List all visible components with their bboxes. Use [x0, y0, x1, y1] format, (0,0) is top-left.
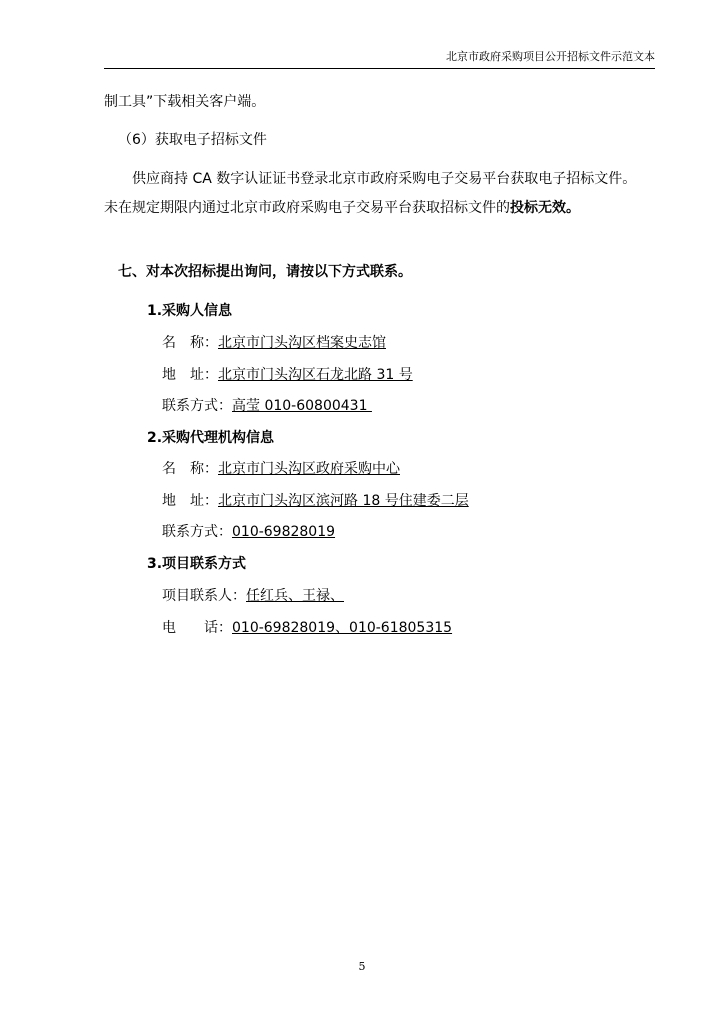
- project-person-row: [162, 586, 344, 606]
- purchaser-name-label: 名 称：: [162, 335, 218, 351]
- agency-name-label: 名 称：: [162, 461, 218, 477]
- agency-name-row: [162, 459, 400, 479]
- paragraph-line-2: [104, 198, 580, 218]
- purchaser-address-value: 北京市门头沟区石龙北路 31 号: [218, 367, 413, 383]
- agency-name-value: 北京市门头沟区政府采购中心: [218, 461, 400, 477]
- project-contact-heading: 3.项目联系方式: [147, 556, 247, 572]
- agency-contact-row: [162, 522, 335, 542]
- purchaser-name-value: 北京市门头沟区档案史志馆: [218, 335, 386, 351]
- bid-invalid-text: 投标无效。: [510, 200, 580, 216]
- agency-contact-value: 010-69828019: [232, 524, 336, 540]
- paragraph-line-1: 供应商持 CA 数字认证证书登录北京市政府采购电子交易平台获取电子招标文件。: [132, 171, 637, 187]
- paragraph-line-2-text: 未在规定期限内通过北京市政府采购电子交易平台获取招标文件的: [104, 200, 510, 216]
- item6-heading: （6）获取电子招标文件: [118, 132, 267, 148]
- purchaser-address-row: [162, 365, 413, 385]
- project-phone-row: [162, 618, 452, 638]
- purchaser-contact-label: 联系方式：: [162, 398, 232, 414]
- agency-heading: 2.采购代理机构信息: [147, 430, 275, 446]
- purchaser-address-label: 地 址：: [162, 367, 218, 383]
- agency-contact-label: 联系方式：: [162, 524, 232, 540]
- page-number: 5: [358, 960, 366, 973]
- project-phone-label: 电 话：: [162, 620, 232, 636]
- agency-address-row: [162, 491, 469, 511]
- agency-address-label: 地 址：: [162, 493, 218, 509]
- purchaser-heading: 1.采购人信息: [147, 303, 233, 319]
- purchaser-contact-value: 高莹 010-60800431: [232, 398, 372, 414]
- section-7-heading: 七、对本次招标提出询问，请按以下方式联系。: [118, 264, 412, 280]
- purchaser-name-row: [162, 333, 386, 353]
- header-title: 北京市政府采购项目公开招标文件示范文本: [446, 50, 655, 63]
- agency-address-value: 北京市门头沟区滨河路 18 号住建委二层: [218, 493, 469, 509]
- purchaser-contact-row: [162, 396, 372, 416]
- project-person-label: 项目联系人：: [162, 588, 246, 604]
- body-line-download: 制工具”下载相关客户端。: [104, 94, 266, 110]
- project-person-value: 任红兵、王禄、: [246, 588, 344, 604]
- project-phone-value: 010-69828019、010-61805315: [232, 620, 453, 636]
- page-header: [104, 50, 655, 69]
